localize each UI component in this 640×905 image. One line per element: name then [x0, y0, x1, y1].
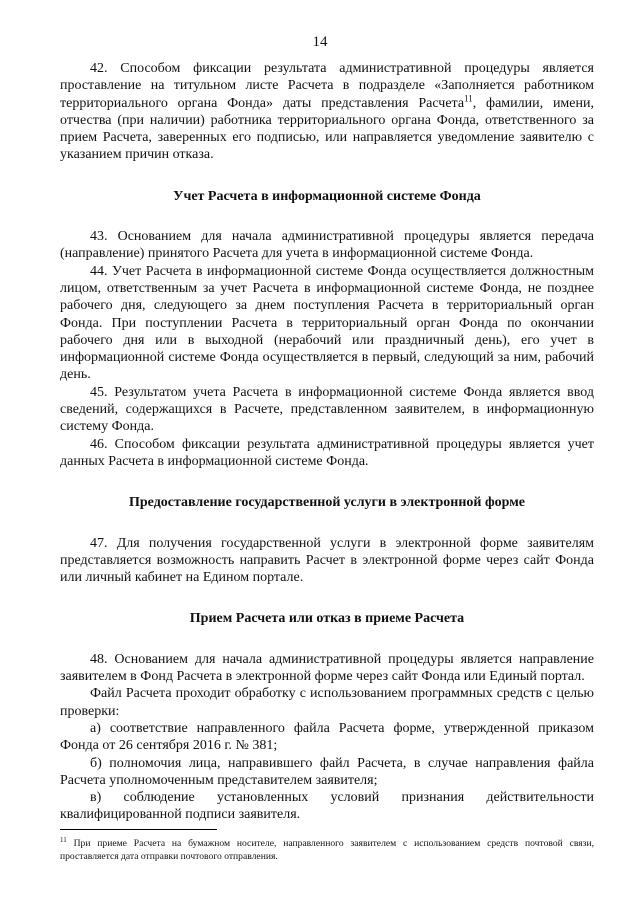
paragraph-48-b: б) полномочия лица, направившего файл Расчета, в случае направления файла Расчета уполномоченным представителем заявителя;	[60, 755, 594, 788]
footnote-divider	[60, 829, 217, 830]
paragraph-42-part2: , фамилии, имени, отчества (при наличии) работника территориального органа Фонда, ответственного за прием Расчета, заверенных его подписью, или направляется уведомление заявителю с указанием причин отказа.	[60, 95, 594, 163]
footnote-marker: 11	[60, 835, 67, 844]
paragraph-42-part1: 42. Способом фиксации результата административной процедуры является проставление на титульном листе Расчета в подразделе «Заполняется работником территориального органа Фонда» даты представления Расчета	[60, 61, 594, 111]
footnote-reference: 11	[464, 92, 473, 103]
paragraph-48-c: в) соблюдение установленных условий признания действительности квалифицированной подписи заявителя.	[60, 790, 594, 823]
page-number: 14	[312, 34, 328, 50]
paragraph-46: 46. Способом фиксации результата административной процедуры является учет данных Расчета в информационной системе Фонда.	[60, 436, 594, 469]
paragraph-43: 43. Основанием для начала административной процедуры является передача (направление) принятого Расчета для учета в информационной системе Фонда.	[60, 229, 594, 262]
paragraph-42	[60, 60, 594, 164]
footnote-text: При приеме Расчета на бумажном носителе, направленного заявителем с использованием средств почтовой связи, проставляется дата отправки почтового отправления.	[60, 838, 594, 862]
body-text	[60, 60, 594, 824]
paragraph-45: 45. Результатом учета Расчета в информационной системе Фонда является ввод сведений, содержащихся в Расчете, представленном заявителем, в информационную систему Фонда.	[60, 384, 594, 435]
paragraph-48-file: Файл Расчета проходит обработку с использованием программных средств с целью проверки:	[60, 686, 594, 719]
paragraph-44: 44. Учет Расчета в информационной системе Фонда осуществляется должностным лицом, ответственным за учет Расчета в информационной системе Фонда, не позднее рабочего дня, следующего за днем поступления Расчета в территориальный орган Фонда. При поступлении Расчета в территориальный орган Фонда по окончании рабочего дня или в выходной (нерабочий или праздничный день), его учет в информационной системе Фонда осуществляется в первый, следующий за ним, рабочий день.	[60, 263, 594, 383]
footnote	[60, 835, 594, 863]
paragraph-47: 47. Для получения государственной услуги в электронной форме заявителям представляется возможность направить Расчет в электронной форме через сайт Фонда или личный кабинет на Едином портале.	[60, 535, 594, 586]
section-heading-electronic: Предоставление государственной услуги в электронной форме	[128, 495, 526, 511]
paragraph-48: 48. Основанием для начала административной процедуры является направление заявителем в Фонд Расчета в электронной форме через сайт Фонда или Единый портал.	[60, 651, 594, 685]
section-heading-reception: Прием Расчета или отказ в приеме Расчета	[189, 611, 465, 627]
section-heading-accounting: Учет Расчета в информационной системе Фонда	[173, 188, 481, 204]
paragraph-48-a: а) соответствие направленного файла Расчета форме, утвержденной приказом Фонда от 26 сентября 2016 г. № 381;	[60, 720, 594, 754]
